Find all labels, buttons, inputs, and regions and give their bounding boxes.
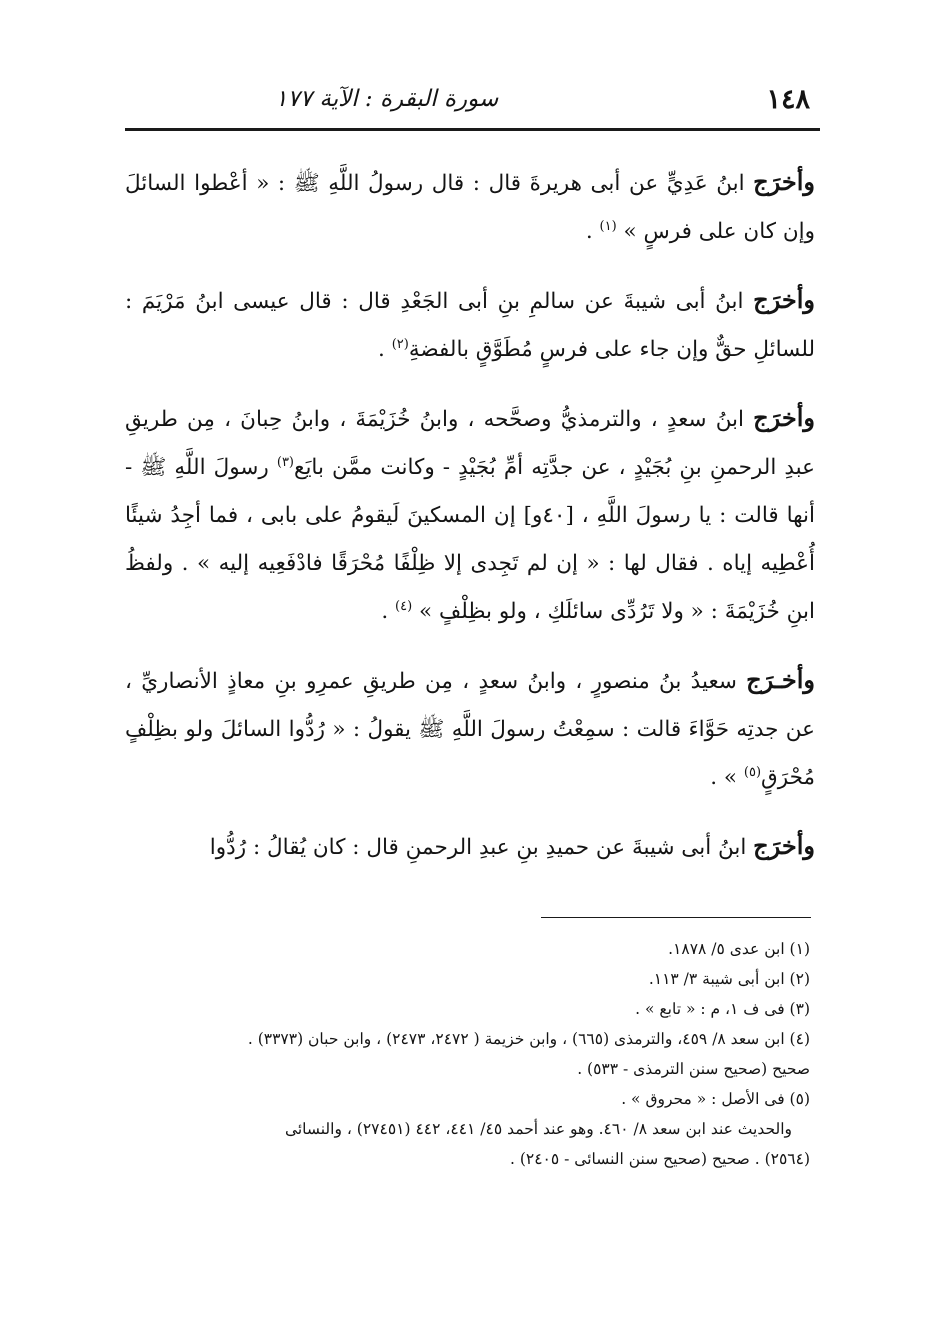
footnote-rule bbox=[541, 917, 811, 918]
paragraph-lead: وأخرَج bbox=[753, 831, 815, 860]
paragraph-lead: وأخرَج bbox=[753, 285, 815, 314]
footnote-ref[interactable]: (٥) bbox=[743, 764, 762, 780]
paragraph-end: » . bbox=[710, 765, 744, 790]
paragraph-end: . bbox=[381, 599, 396, 624]
running-head: سورة البقرة : الآية ١٧٧ bbox=[275, 86, 499, 112]
paragraph-end: . bbox=[585, 219, 600, 244]
paragraph-3 bbox=[125, 394, 815, 636]
paragraph-2 bbox=[125, 276, 815, 374]
footnote-2: (٢) ابن أبى شيبة ٣/ ١١٣. bbox=[648, 970, 810, 988]
footnote-4-continued: صحيح (صحيح سنن الترمذى - ٥٣٣) . bbox=[577, 1060, 810, 1078]
footnote-1: (١) ابن عدى ٥/ ١٨٧٨. bbox=[668, 940, 810, 958]
paragraph-end: . bbox=[378, 337, 392, 362]
footnotes bbox=[125, 934, 810, 1174]
paragraph-text: سعيدُ بنُ منصورٍ ، وابنُ سعدٍ ، مِن طريقِ عمرِو بنِ معاذٍ الأنصاريِّ ، عن جدتِه حَوَّاءَ قالت : سمِعْتُ رسولَ اللَّهِ ﷺ يقولُ : « رُدُّوا السائلَ ولو بظِلْفٍ مُحْرَقٍ bbox=[125, 669, 815, 790]
paragraph-5 bbox=[125, 822, 815, 872]
page-number: ١٤٨ bbox=[766, 84, 810, 115]
footnote-4: (٤) ابن سعد ٨/ ٤٥٩، والترمذى (٦٦٥) ، وابن خزيمة ( ٢٤٧٢، ٢٤٧٣) ، وابن حبان (٣٣٧٣) . bbox=[247, 1030, 810, 1048]
footnote-5-continued: والحديث عند ابن سعد ٨/ ٤٦٠. وهو عند أحمد ٤٥/ ٤٤١، ٤٤٢ (٢٧٤٥١) ، والنسائى bbox=[284, 1120, 792, 1138]
footnote-5: (٥) فى الأصل : « محروق » . bbox=[621, 1090, 810, 1108]
paragraph-text: رسولَ اللَّهِ ﷺ - أنها قالت : يا رسولَ اللَّهِ ، [٤٠و] إن المسكينَ لَيقومُ على بابى ، فما أجِدُ شيئًا أُعْطِيه إياه . فقال لها : « إن لم تَجِدى إلا ظِلْفًا مُحْرَقًا فادْفَعِيه إليه » . ولفظُ ابنِ خُزَيْمَةَ : « ولا تَرُدِّى سائلَكِ ، ولو بظِلْفٍ » bbox=[125, 455, 815, 624]
header-rule bbox=[125, 128, 820, 131]
footnote-3: (٣) فى ف ١، م : « تابع » . bbox=[635, 1000, 810, 1018]
paragraph-lead: وأخرَج bbox=[753, 403, 815, 432]
paragraph-text: ابنُ سعدٍ ، والترمذيُّ وصحَّحه ، وابنُ خُزَيْمَةَ ، وابنُ حِبانَ ، مِن طريقِ عبدِ الرحمنِ بنِ بُجَيْدٍ ، عن جدَّتِه أمِّ بُجَيْدٍ - وكانت ممَّن بايَع bbox=[125, 407, 815, 480]
paragraph-4 bbox=[125, 656, 815, 802]
main-text bbox=[125, 158, 815, 892]
paragraph-text: ابنُ عَدِيٍّ عن أبى هريرةَ قال : قال رسولُ اللَّهِ ﷺ : « أعْطوا السائلَ وإن كان على فرسٍ » bbox=[125, 171, 815, 244]
paragraph-text: ابنُ أبى شيبةَ عن سالمِ بنِ أبى الجَعْدِ قال : قال عيسى ابنُ مَرْيَمَ : للسائلِ حقٌّ وإن جاء على فرسٍ مُطَوَّقٍ بالفضةِ bbox=[125, 289, 815, 362]
footnote-ref[interactable]: (٤) bbox=[395, 598, 413, 614]
footnote-ref[interactable]: (٢) bbox=[391, 336, 409, 352]
paragraph-lead: وأخرَج bbox=[753, 167, 815, 196]
paragraph-lead: وأخـرَج bbox=[746, 665, 815, 694]
page-header bbox=[125, 80, 818, 126]
paragraph-text: ابنُ أبى شيبةَ عن حميدِ بنِ عبدِ الرحمنِ قال : كان يُقالُ : رُدُّوا bbox=[209, 835, 754, 860]
footnote-ref[interactable]: (١) bbox=[599, 218, 617, 234]
footnote-5-continued-2: (٢٥٦٤) . صحيح (صحيح سنن النسائى - ٢٤٠٥) . bbox=[510, 1150, 810, 1168]
footnote-ref[interactable]: (٣) bbox=[276, 454, 294, 470]
paragraph-1 bbox=[125, 158, 815, 256]
